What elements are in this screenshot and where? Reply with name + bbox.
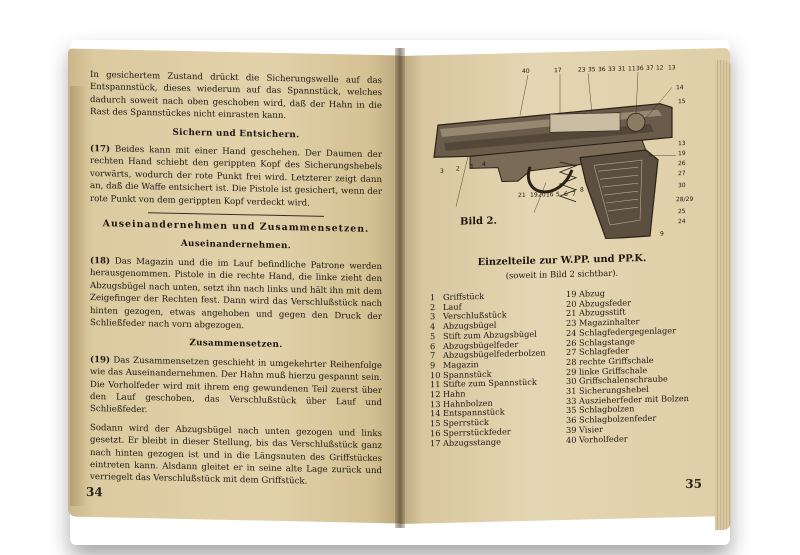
part-number: 27 [566, 346, 577, 358]
part-name: Schlagfeder [579, 345, 630, 357]
part-name: Sperrstück [443, 417, 489, 429]
part-number: 26 [566, 337, 577, 348]
fig-label-26: 26 [678, 160, 686, 168]
part-number: 36 [566, 414, 577, 426]
part-number: 20 [566, 298, 577, 309]
part-name: Abzugsstift [579, 306, 626, 319]
part-number: 2 [430, 301, 436, 313]
fig-label-13r: 13 [678, 140, 686, 148]
fig-label-1: 1 [470, 163, 474, 171]
parts-list-right [566, 286, 716, 445]
paragraph-18 [90, 255, 382, 336]
part-name: Visier [579, 423, 603, 435]
part-number: 13 [430, 398, 441, 410]
fig-label-9: 9 [660, 230, 664, 238]
paragraph-19 [90, 354, 382, 422]
part-name: Lauf [443, 301, 462, 312]
part-name: Schlagbolzenfeder [579, 412, 657, 425]
pistol-drawing [410, 58, 710, 243]
heading-disassembly: Auseinandernehmen. [180, 239, 292, 252]
fig-label-20: 20 [538, 191, 546, 199]
part-name: Sperrstückfeder [443, 426, 511, 438]
fig-label-23: 23 [578, 66, 586, 74]
paragraph-18-text: Das Magazin und die im Lauf befindliche Patrone werden herausgenommen. Pistole in die rechte Hand, die linke zieht den Abzugsbügel nach unten, setzt ihn nach links und hält ihn mit dem Zeigefinger der Rechten fest. Dann wird das Verschlußstück nach hinten gezogen, etwas angehoben und gegen den Druck der Schließfeder nach vorn abgezogen. [90, 256, 382, 332]
fig-label-19: 19 [530, 191, 538, 199]
intro-paragraph: In gesichertem Zustand drückt die Sicherungswelle auf das Entspannstück, dieses wiederum auf das Spannstück, welches dadurch soweit nach oben geschoben wird, daß der Hahn in die Rast des Spannstückes nicht einrasten kann. [90, 69, 382, 122]
part-number: 3 [430, 311, 436, 322]
paragraph-19b: Sodann wird der Abzugsbügel nach unten gezogen und links gesetzt. Er bleibt in dieser Stellung, bis das Verschlußstück ganz nach hinten gezogen ist und in die Längsnuten des Griffstückes eintreten kann. Alsdann gleitet er in seine alte Lage zurück und verriegelt das Verschlußstück mit dem Griffstück. [90, 422, 382, 487]
part-number: 35 [566, 405, 577, 416]
fig-label-5: 5 [556, 191, 560, 199]
paragraph-19-number: (19) [90, 354, 111, 366]
page-number-left: 34 [86, 484, 103, 500]
page-number-right: 35 [685, 476, 702, 492]
fig-label-36: 36 [598, 66, 606, 74]
fig-label-30: 30 [678, 182, 686, 190]
part-name: Hahnbolzen [443, 397, 493, 409]
part-number: 1 [430, 292, 436, 303]
fig-label-24: 24 [678, 218, 686, 226]
paragraph-17-number: (17) [90, 144, 111, 155]
part-name: Abzug [579, 288, 605, 299]
part-name: Abzugsstange [443, 436, 501, 448]
part-name: Magazin [443, 359, 479, 370]
fig-label-2: 2 [456, 165, 460, 173]
fig-label-21: 21 [518, 191, 526, 200]
right-page [400, 48, 730, 524]
fig-label-15: 15 [678, 98, 686, 106]
fig-label-3: 3 [440, 167, 444, 176]
pistol-figure [410, 58, 710, 243]
part-number: 29 [566, 366, 577, 377]
part-number: 19 [566, 288, 577, 299]
heading-assembly: Zusammensetzen. [189, 338, 283, 351]
part-name: Schlagstange [579, 335, 635, 348]
part-name: Entspannstück [443, 406, 505, 419]
parts-title: Einzelteile zur W.PP. und PP.K. [477, 253, 647, 269]
fig-label-17: 17 [554, 67, 562, 75]
part-number: 7 [430, 350, 436, 361]
part-number: 9 [430, 360, 436, 371]
part-number: 4 [430, 321, 436, 332]
part-name: Schlagfedergegenlager [579, 325, 677, 338]
part-number: 15 [430, 418, 441, 429]
part-number: 12 [430, 389, 441, 400]
part-name: Magazinhalter [579, 316, 640, 328]
part-number: 39 [566, 424, 577, 435]
part-number: 10 [430, 369, 441, 380]
fig-label-33: 33 [608, 65, 616, 73]
part-name: Griffschalenschraube [579, 373, 668, 386]
part-name: Hahn [443, 388, 466, 400]
part-number: 33 [566, 395, 577, 406]
fig-label-7: 7 [572, 190, 576, 198]
heading-section: Auseinandernehmen und Zusammensetzen. [102, 218, 370, 235]
part-number: 31 [566, 385, 577, 397]
part-item [566, 432, 716, 445]
fig-label-40: 40 [522, 67, 530, 76]
fig-label-14: 14 [676, 84, 684, 92]
part-name: rechte Griffschale [579, 354, 654, 367]
part-number: 28 [566, 356, 577, 367]
part-number: 23 [566, 317, 577, 329]
part-name: Abzugsbügelfeder [443, 338, 519, 351]
part-name: Vorholfeder [579, 433, 628, 445]
page-edge-left [70, 86, 86, 506]
part-number: 21 [566, 308, 577, 319]
fig-label-6: 6 [564, 190, 568, 199]
fig-label-35: 35 [588, 66, 596, 74]
heading-safety: Sichern und Entsichern. [172, 127, 300, 140]
part-number: 17 [430, 437, 441, 448]
part-name: Abzugsbügelfederbolzen [443, 347, 546, 361]
fig-label-19r: 19 [678, 150, 686, 158]
paragraph-17-text: Beides kann mit einer Hand geschehen. Der Daumen der rechten Hand schiebt den gerippten Kopf des Sicherungshebels vorwärts, wodurch der rote Punkt frei wird. Letzterer zeigt dann an, daß die Waffe entsichert ist. Die Pistole ist gesichert, wenn der rote Punkt von dem gerippten Kopf verdeckt wird. [90, 144, 382, 209]
parts-list-left [430, 290, 565, 449]
fig-label-27: 27 [678, 170, 686, 178]
part-number: 6 [430, 340, 436, 351]
part-name: Schlagbolzen [579, 403, 635, 416]
page-edge-right [715, 60, 731, 530]
parts-subtitle: (soweit in Bild 2 sichtbar). [505, 267, 619, 281]
part-name: Stift zum Abzugsbügel [443, 328, 537, 341]
fig-label-4: 4 [482, 160, 486, 169]
fig-label-8: 8 [580, 186, 584, 194]
part-name: linke Griffschale [579, 364, 648, 377]
part-name: Abzugsfeder [579, 297, 632, 309]
part-name: Verschlußstück [443, 309, 507, 322]
part-number: 11 [430, 379, 441, 390]
fig-label-12: 12 [656, 64, 664, 72]
part-name: Griffstück [443, 290, 485, 302]
left-page [68, 49, 400, 524]
part-number: 40 [566, 434, 577, 445]
part-number: 30 [566, 376, 577, 387]
part-number: 14 [430, 408, 441, 419]
part-name: Stifte zum Spannstück [443, 377, 537, 390]
paragraph-17 [90, 143, 382, 211]
part-number: 16 [430, 427, 441, 439]
part-name: Sicherungshebel [579, 383, 649, 396]
book-spine [395, 48, 405, 528]
fig-label-25: 25 [678, 208, 686, 216]
part-name: Abzugsbügel [443, 319, 497, 332]
paragraph-18-number: (18) [90, 255, 111, 267]
fig-label-36b: 36 [636, 65, 644, 73]
fig-label-11: 11 [628, 65, 636, 73]
part-item [430, 436, 565, 449]
part-name: Spannstück [443, 368, 492, 380]
left-page-text [90, 69, 382, 496]
part-number: 5 [430, 330, 436, 342]
fig-label-13: 13 [668, 64, 676, 72]
separator [148, 212, 323, 217]
paragraph-19-text: Das Zusammensetzen geschieht in umgekehrter Reihenfolge wie das Auseinandernehmen. Der Hahn muß hierzu gespannt sein. Die Vorholfeder wird mit ihrem eng gewundenen Teil zuerst über den Lauf geschoben, das Verschlußstück über Lauf und Schließfeder. [90, 355, 382, 416]
part-name: Auszieherfeder mit Bolzen [579, 392, 689, 406]
fig-label-16: 16 [546, 191, 554, 199]
fig-label-37: 37 [646, 64, 654, 73]
fig-label-28-29: 28/29 [676, 195, 694, 204]
figure-caption: Bild 2. [460, 215, 497, 228]
part-number: 24 [566, 327, 577, 338]
fig-label-31: 31 [618, 65, 626, 73]
